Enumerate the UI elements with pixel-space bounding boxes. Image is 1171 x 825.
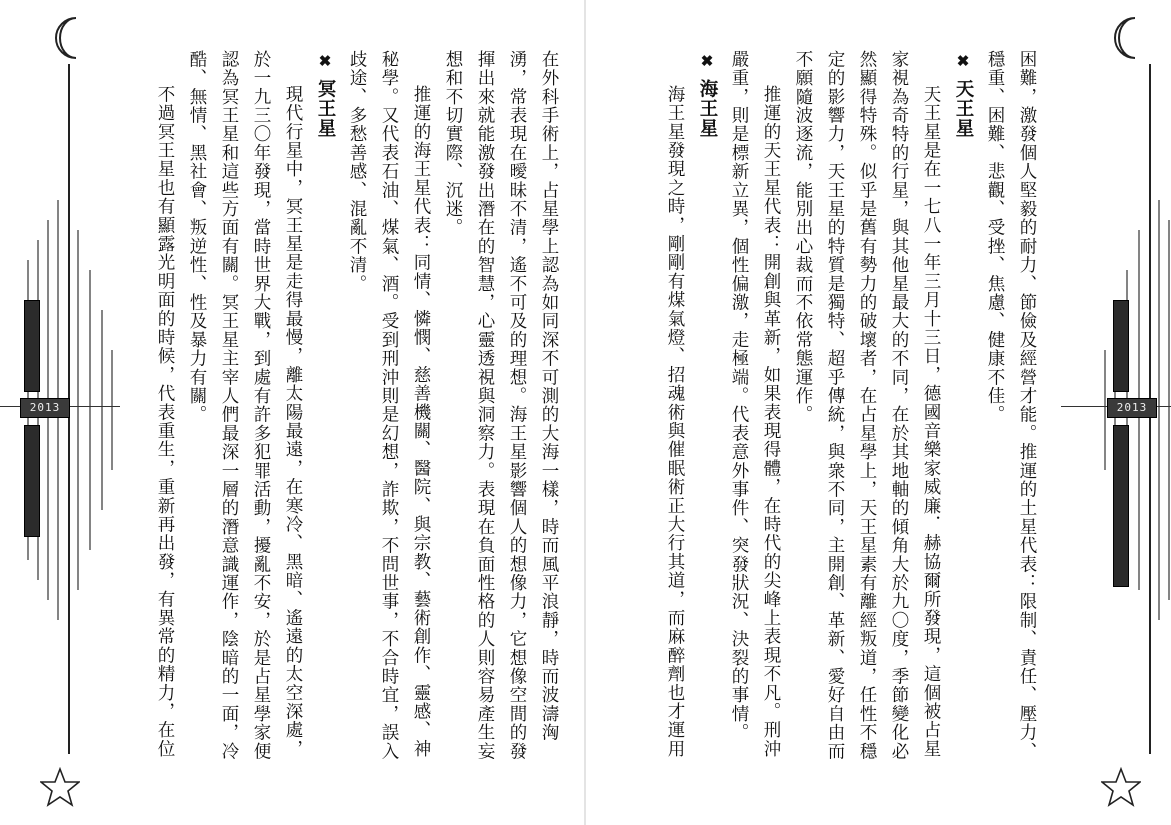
right-margin-decoration — [1101, 0, 1171, 825]
heading-marker-icon: ✖ — [316, 52, 334, 72]
neptune-paragraph: 海王星發現之時，剛剛有煤氣燈、招魂術與催眠術正大行其道，而麻醉劑也才運用 — [665, 85, 685, 759]
margin-tag-lower — [1113, 425, 1129, 587]
crescent-moon-icon — [1109, 14, 1143, 62]
crescent-moon-icon — [50, 14, 84, 62]
heading-marker-icon: ✖ — [698, 52, 716, 72]
margin-number-plate: 2013 — [20, 398, 70, 418]
left-margin-decoration — [0, 0, 70, 825]
margin-tag-upper — [1113, 300, 1129, 392]
uranus-heading: ✖天王星 — [953, 52, 974, 139]
star-icon — [1101, 767, 1141, 807]
right-page — [585, 0, 1171, 825]
neptune-heading: ✖海王星 — [697, 52, 718, 139]
heading-marker-icon: ✖ — [954, 52, 972, 72]
left-page — [0, 0, 585, 825]
margin-number-plate: 2013 — [1107, 398, 1157, 418]
uranus-progressed-paragraph: 推運的天王星代表：開創與革新，如果表現得體，在時代的尖峰上表現不凡。刑沖嚴重，則是標新立異，個性偏激，走極端。代表意外事件、突發狀況、決裂的事情。 — [729, 50, 781, 759]
neptune-progressed-paragraph: 推運的海王星代表：同情、憐憫、慈善機關、醫院、與宗教、藝術創作、靈感、神秘學。又代表石油、煤氣、酒。受到刑沖則是幻想，詐欺，不問世事，不合時宜，誤入歧途、多愁善感、混亂不清。 — [347, 50, 431, 761]
star-icon — [40, 767, 80, 807]
pluto-paragraph: 現代行星中，冥王星是走得最慢，離太陽最遠，在寒冷、黑暗、遙遠的太空深處，於一九三〇年發現，當時世界大戰，到處有許多犯罪活動，擾亂不安，於是占星學家便認為冥王星和這些方面有關。冥王星主宰人們最深一層的潛意識運作，陰暗的一面，冷酷、無情、黑社會、叛逆性、性及暴力有關。 — [187, 50, 303, 761]
left-page-text — [125, 50, 565, 770]
right-page-text — [613, 50, 1043, 770]
margin-tag-lower — [24, 425, 40, 537]
margin-tag-upper — [24, 300, 40, 392]
pluto-paragraph-2: 不過冥王星也有顯露光明面的時候，代表重生，重新再出發，有異常的精力，在位 — [155, 85, 175, 759]
saturn-paragraph-continued: 困難，激發個人堅毅的耐力、節儉及經營才能。推運的土星代表：限制、責任、壓力、穩重、困難、悲觀、受挫、焦慮、健康不佳。 — [985, 50, 1037, 761]
uranus-paragraph: 天王星是在一七八一年三月十三日，德國音樂家威廉．赫協爾所發現，這個被占星家視為奇特的行星，與其他星最大的不同，在於其地軸的傾角大於九〇度，季節變化必然顯得特殊。似乎是舊有勢力的破壞者，在占星學上，天王星素有離經叛道，任性不穩定的影響力，天王星的特質是獨特、超乎傳統，與衆不同，主開創、革新、愛好自由而不願隨波逐流，能別出心裁而不依常態運作。 — [793, 50, 941, 761]
neptune-paragraph-continued: 在外科手術上，占星學上認為如同深不可測的大海一樣，時而風平浪靜，時而波濤洶湧，常表現在曖昧不清，遙不可及的理想。海王星影響個人的想像力，它想像空間的發揮出來就能激發出潛在的智慧，心靈透視與洞察力。表現在負面性格的人則容易產生妄想和不切實際、沉迷。 — [443, 50, 559, 761]
pluto-heading: ✖冥王星 — [315, 52, 336, 139]
